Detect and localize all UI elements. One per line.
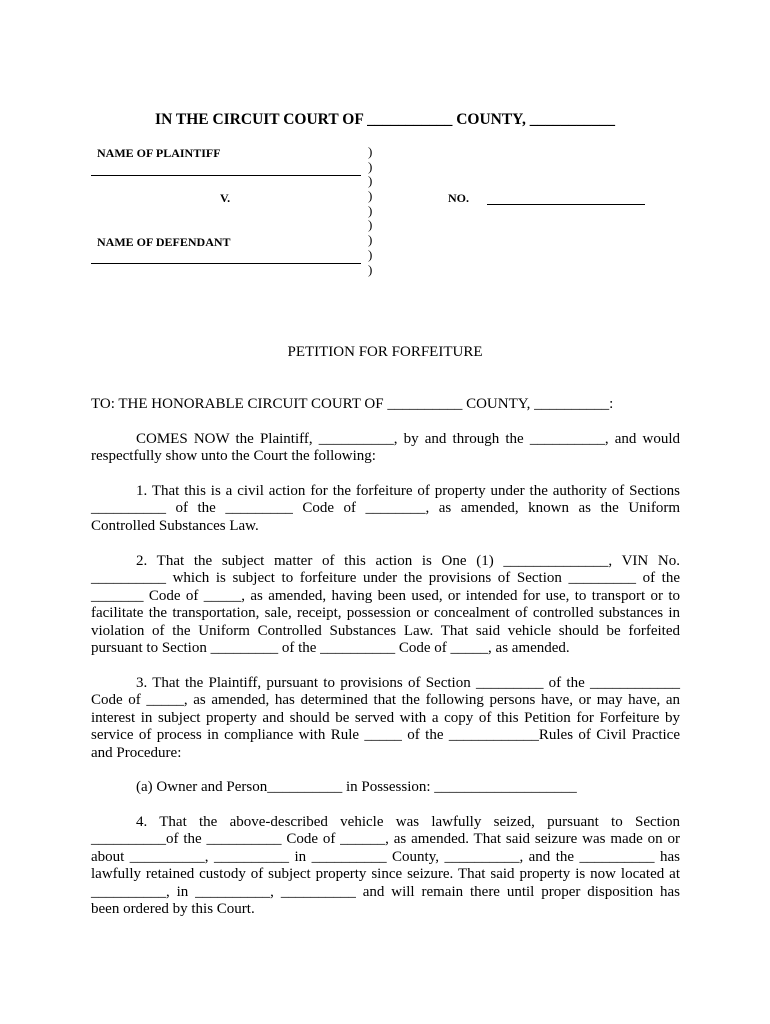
text-line: 4. That the above-described vehicle was lawfully seized, pursuant to Section: [136, 814, 680, 830]
addressee-line: [91, 396, 680, 413]
text-line: about __________, __________ in __________ County, __________, and the __________ has: [91, 848, 680, 865]
paren: ): [368, 217, 373, 233]
text-line: interest in subject property and should be served with a copy of this Petition for Forfeiture by: [91, 709, 680, 726]
paragraph-4: [91, 814, 680, 918]
text-line: __________ which is subject to forfeiture under the provisions of Section _________ of the: [91, 570, 680, 587]
text-line: (a) Owner and Person__________ in Possession: ___________________: [136, 779, 577, 795]
paren: ): [368, 232, 373, 248]
text-line: service of process in compliance with Rule _____ of the ____________Rules of Civil Practice: [91, 727, 680, 744]
paren: ): [368, 261, 373, 277]
paragraph-2: [91, 553, 680, 657]
text-line: TO: THE HONORABLE CIRCUIT COURT OF __________ COUNTY, __________:: [91, 396, 614, 412]
paren: ): [368, 188, 373, 204]
versus-label: V.: [220, 191, 231, 205]
paragraph-1: [91, 483, 680, 535]
paren: ): [368, 144, 373, 159]
text-line: __________of the __________ Code of ______, as amended. That said seizure was made on or: [91, 831, 680, 848]
paren: ): [368, 202, 373, 218]
text-line: Controlled Substances Law.: [91, 517, 259, 534]
text-line: Code of _____, as amended, has determined that the following persons have, or may have, an: [91, 692, 680, 709]
case-number-line: [487, 204, 645, 205]
text-line: facilitate the transportation, sale, receipt, possession or concealment of controlled substances in: [91, 605, 680, 622]
case-number-label: NO.: [448, 191, 469, 205]
text-line: __________, in __________, __________ and will remain there until proper disposition has: [91, 883, 680, 900]
caption-parentheses: [368, 145, 372, 277]
plaintiff-label: NAME OF PLAINTIFF: [97, 146, 221, 160]
text-line: violation of the Uniform Controlled Substances Law. That said vehicle should be forfeited: [91, 622, 680, 639]
text-line: __________ of the _________ Code of ________, as amended, known as the Uniform: [91, 500, 680, 517]
defendant-signature-line: [91, 263, 361, 264]
text-line: 3. That the Plaintiff, pursuant to provisions of Section _________ of the ____________: [136, 675, 680, 691]
intro-paragraph: [91, 431, 680, 466]
text-line: pursuant to Section _________ of the __________ Code of _____, as amended.: [91, 639, 570, 656]
paragraph-3: [91, 675, 680, 762]
paren: ): [368, 173, 373, 189]
text-line: respectfully show unto the Court the following:: [91, 448, 376, 465]
petition-title: PETITION FOR FORFEITURE: [287, 344, 483, 360]
text-line: lawfully retained custody of subject property since seizure. That said property is now located at: [91, 866, 680, 883]
text-line: been ordered by this Court.: [91, 900, 255, 917]
text-line: and Procedure:: [91, 744, 182, 761]
text-line: _______ Code of _____, as amended, having been used, or intended for use, to transport or to: [91, 587, 680, 604]
defendant-label: NAME OF DEFENDANT: [97, 235, 231, 249]
plaintiff-signature-line: [91, 175, 361, 176]
text-line: 2. That the subject matter of this action is One (1) ______________, VIN No.: [136, 553, 680, 569]
paragraph-3a: [91, 779, 680, 796]
text-line: 1. That this is a civil action for the forfeiture of property under the authority of Sections: [136, 483, 680, 499]
text-line: COMES NOW the Plaintiff, __________, by and through the __________, and would: [136, 431, 680, 447]
court-title: IN THE CIRCUIT COURT OF ___________ COUNTY, ___________: [155, 111, 615, 128]
paren: ): [368, 158, 373, 174]
paren: ): [368, 246, 373, 262]
